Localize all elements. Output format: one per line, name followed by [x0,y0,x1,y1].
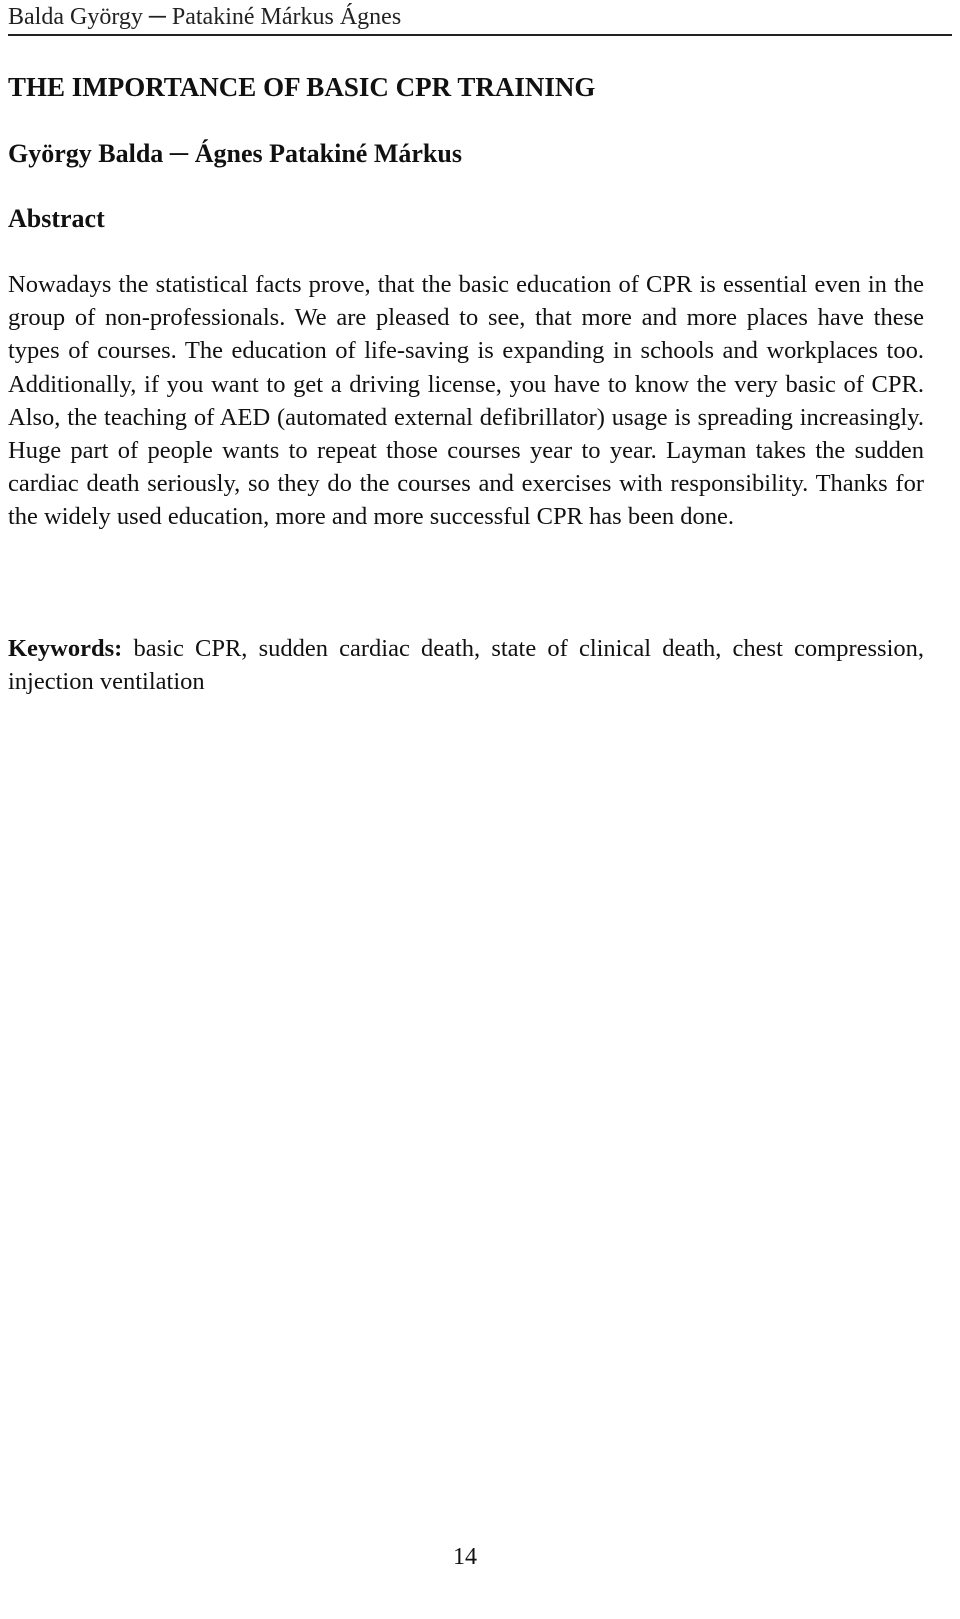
running-head [8,0,952,36]
paper-authors: György Balda ─ Ágnes Patakiné Márkus [8,139,462,168]
paper-title: THE IMPORTANCE OF BASIC CPR TRAINING [8,72,596,102]
abstract-heading: Abstract [8,204,105,233]
page-number: 14 [453,1544,477,1570]
keywords-text: basic CPR, sudden cardiac death, state of clinical death, chest compression, injection ventilation [8,635,924,696]
keywords-label: Keywords: [8,635,123,662]
abstract-body: Nowadays the statistical facts prove, that the basic education of CPR is essential even in the group of non-professionals. We are pleased to see, that more and more places have these types of courses. The education of life-saving is expanding in schools and workplaces too. Additionally, if you want to get a driving license, you have to know the very basic of CPR. Also, the teaching of AED (automated external defibrillator) usage is spreading increasingly. Huge part of people wants to repeat those courses year to year. Layman takes the sudden cardiac death seriously, so they do the courses and exercises with responsibility. Thanks for the widely used education, more and more successful CPR has been done. [8,271,924,531]
running-head-text: Balda György ─ Patakiné Márkus Ágnes [8,4,402,30]
keywords-paragraph [8,632,924,698]
